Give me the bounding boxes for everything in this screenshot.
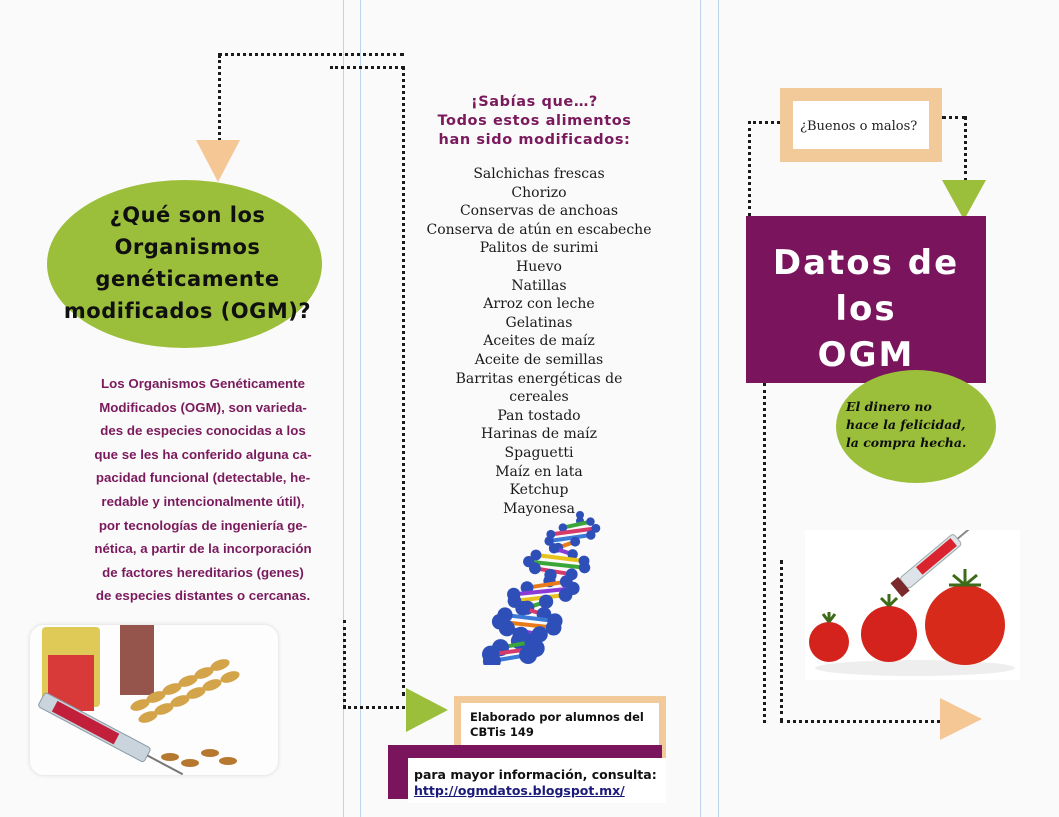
page-title bbox=[55, 199, 320, 327]
dotted-connector bbox=[748, 121, 751, 216]
food-item: Ketchup bbox=[509, 482, 569, 499]
title-line: Organismos bbox=[114, 235, 261, 259]
description-line: Modificados (OGM), son varieda- bbox=[99, 399, 307, 415]
description-line: por tecnologías de ingeniería ge- bbox=[98, 517, 308, 533]
heading-line: Todos estos alimentos bbox=[437, 113, 632, 129]
quote-line: la compra hecha. bbox=[846, 435, 967, 450]
food-item: Gelatinas bbox=[505, 314, 573, 331]
dotted-connector bbox=[748, 121, 780, 124]
fold-line bbox=[360, 0, 361, 817]
credit-line: Elaborado por alumnos del bbox=[470, 710, 644, 724]
dotted-connector bbox=[343, 620, 346, 708]
dotted-connector bbox=[763, 383, 766, 723]
dotted-connector bbox=[780, 720, 940, 723]
dotted-connector bbox=[964, 116, 967, 182]
heading-line: han sido modificados: bbox=[438, 132, 631, 148]
food-item: Barritas energéticas de cereales bbox=[455, 370, 623, 406]
dotted-connector bbox=[402, 66, 405, 696]
lab-wheat-syringe-photo bbox=[30, 625, 278, 775]
arrow-down-icon bbox=[942, 180, 986, 220]
credit-line: CBTis 149 bbox=[470, 725, 534, 739]
blog-link[interactable]: http://ogmdatos.blogspot.mx/ bbox=[414, 783, 625, 798]
food-item: Spaguetti bbox=[504, 444, 574, 461]
fold-line bbox=[700, 0, 701, 817]
dotted-connector bbox=[942, 116, 966, 119]
section-title-line: OGM bbox=[817, 335, 915, 375]
arrow-right-icon bbox=[940, 698, 982, 740]
quote-line: El dinero no bbox=[846, 399, 932, 414]
description-line: de factores hereditarios (genes) bbox=[102, 564, 304, 580]
dotted-connector bbox=[218, 55, 221, 147]
food-item: Chorizo bbox=[511, 184, 567, 201]
description-line: nética, a partir de la incorporación bbox=[94, 541, 312, 557]
title-line: ¿Qué son los bbox=[109, 203, 266, 227]
food-item: Aceites de maíz bbox=[483, 333, 595, 350]
quote-text bbox=[846, 398, 986, 452]
ogm-description bbox=[68, 372, 338, 608]
dotted-connector bbox=[330, 66, 404, 69]
title-line: modificados (OGM)? bbox=[63, 299, 312, 323]
food-item: Mayonesa bbox=[503, 500, 575, 517]
food-item: Natillas bbox=[511, 277, 567, 294]
credit-text bbox=[470, 710, 660, 740]
dna-helix-icon bbox=[470, 505, 640, 665]
quote-line: hace la felicidad, bbox=[846, 417, 966, 432]
info-label: para mayor información, consulta: bbox=[414, 767, 657, 782]
description-line: des de especies conocidas a los bbox=[100, 423, 306, 439]
food-item: Pan tostado bbox=[497, 407, 581, 424]
food-item: Salchichas frescas bbox=[473, 166, 605, 182]
did-you-know-heading bbox=[422, 93, 647, 150]
description-line: que se les ha conferido alguna ca- bbox=[94, 446, 312, 462]
heading-line: ¡Sabías que…? bbox=[471, 94, 598, 110]
food-item: Conservas de anchoas bbox=[459, 203, 619, 220]
arrow-down-icon bbox=[196, 140, 240, 182]
fold-line bbox=[718, 0, 719, 817]
dotted-connector bbox=[780, 560, 783, 722]
arrow-right-icon bbox=[406, 688, 448, 732]
food-item: Aceite de semillas bbox=[474, 351, 604, 368]
description-line: redable y intencionalmente útil), bbox=[101, 493, 305, 509]
section-title bbox=[746, 240, 986, 378]
description-line: Los Organismos Genéticamente bbox=[101, 376, 305, 391]
dotted-connector bbox=[218, 53, 404, 56]
food-item: Conserva de atún en escabeche bbox=[426, 221, 652, 238]
food-item: Maíz en lata bbox=[495, 463, 583, 480]
food-list bbox=[425, 165, 653, 518]
question-text: ¿Buenos o malos? bbox=[800, 119, 918, 134]
description-line: de especies distantes o cercanas. bbox=[95, 588, 311, 604]
food-item: Arroz con leche bbox=[483, 296, 595, 313]
info-text bbox=[414, 767, 664, 799]
section-title-line: Datos de los bbox=[772, 243, 960, 329]
title-line: genéticamente bbox=[95, 267, 280, 291]
food-item: Palitos de surimi bbox=[479, 240, 599, 257]
food-item: Huevo bbox=[516, 258, 562, 275]
food-item: Harinas de maíz bbox=[481, 426, 597, 443]
dotted-connector bbox=[343, 706, 405, 709]
tomatoes-syringe-photo bbox=[805, 530, 1020, 680]
description-line: pacidad funcional (detectable, he- bbox=[95, 470, 311, 486]
